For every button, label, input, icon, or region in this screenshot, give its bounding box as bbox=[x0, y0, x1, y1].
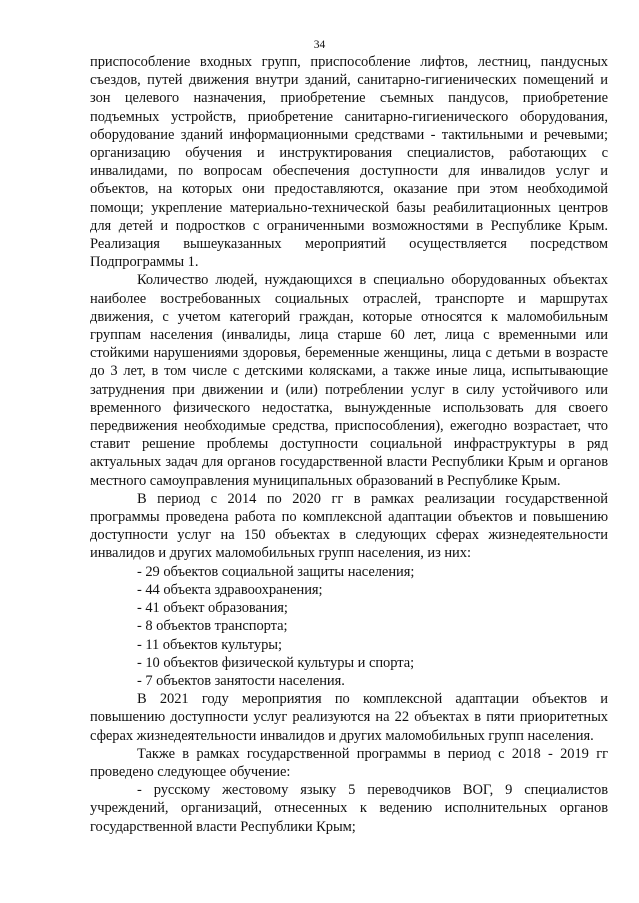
list-item: - 41 объект образования; bbox=[137, 600, 288, 617]
list-item: - 10 объектов физической культуры и спорта; bbox=[137, 654, 415, 671]
paragraph-2021: В 2021 году мероприятия по комплексной адаптации объектов и повышению доступности услуг реализуются на 22 объектах в пяти приоритетных сферах жизнедеятельности инвалидов и других маломобильных групп населения. bbox=[90, 691, 608, 744]
list-item: - 11 объектов культуры; bbox=[137, 636, 282, 653]
objects-list bbox=[90, 563, 608, 690]
paragraph-sign-language: - русскому жестовому языку 5 переводчиков ВОГ, 9 специалистов учреждений, организаций, отнесенных к ведению исполнительных органов государственной власти Республики Крым; bbox=[90, 782, 608, 835]
paragraph-continuation: приспособление входных групп, приспособление лифтов, лестниц, пандусных съездов, путей движения внутри зданий, санитарно-гигиенических помещений и зон целевого назначения, приобретение съемных пандусов, приобретение подъемных устройств, приобретение санитарно-гигиенического оборудования, оборудование зданий информационными средствами - тактильными и речевыми; организацию обучения и инструктирования специалистов, работающих с инвалидами, по вопросам обеспечения доступности для инвалидов услуг и объектов, на которых они предоставляются, оказание при этом необходимой помощи; укрепление материально-технической базы реабилитационных центров для детей и подростков с ограниченными возможностями в Республике Крым. Реализация вышеуказанных мероприятий осуществляется посредством Подпрограммы 1. bbox=[90, 54, 608, 271]
list-item: - 29 объектов социальной защиты населения; bbox=[137, 563, 415, 580]
list-item: - 7 объектов занятости населения. bbox=[137, 672, 345, 689]
paragraph-training-intro: Также в рамках государственной программы в период с 2018 - 2019 гг проведено следующее обучение: bbox=[90, 745, 608, 780]
paragraph-period-2014-2020: В период с 2014 по 2020 гг в рамках реализации государственной программы проведена работа по комплексной адаптации объектов и повышению доступности услуг на 150 объектах в следующих сферах жизнедеятельности инвалидов и других маломобильных групп населения, из них: bbox=[90, 490, 608, 562]
list-item: - 44 объекта здравоохранения; bbox=[137, 581, 323, 598]
page-number: 34 bbox=[313, 39, 326, 51]
list-item: - 8 объектов транспорта; bbox=[137, 618, 288, 635]
paragraph-people-count: Количество людей, нуждающихся в специально оборудованных объектах наиболее востребованных социальных отраслей, транспорте и маршрутах движения, с учетом категорий граждан, которые относятся к маломобильным группам населения (инвалиды, лица старше 60 лет, лица с временными или стойкими нарушениями здоровья, беременные женщины, лица с детьми в возрасте до 3 лет, в том числе с детскими колясками, а также иные лица, испытывающие затруднения при движении и (или) потреблении услуг в силу устойчивого или временного физического недостатка, вынужденные использовать для своего передвижения необходимые средства, приспособления), ежегодно возрастает, что ставит решение проблемы доступности социальной инфраструктуры в ряд актуальных задач для органов государственной власти Республики Крым и органов местного самоуправления муниципальных образований в Республике Крым. bbox=[90, 272, 608, 489]
document-body bbox=[90, 53, 608, 836]
